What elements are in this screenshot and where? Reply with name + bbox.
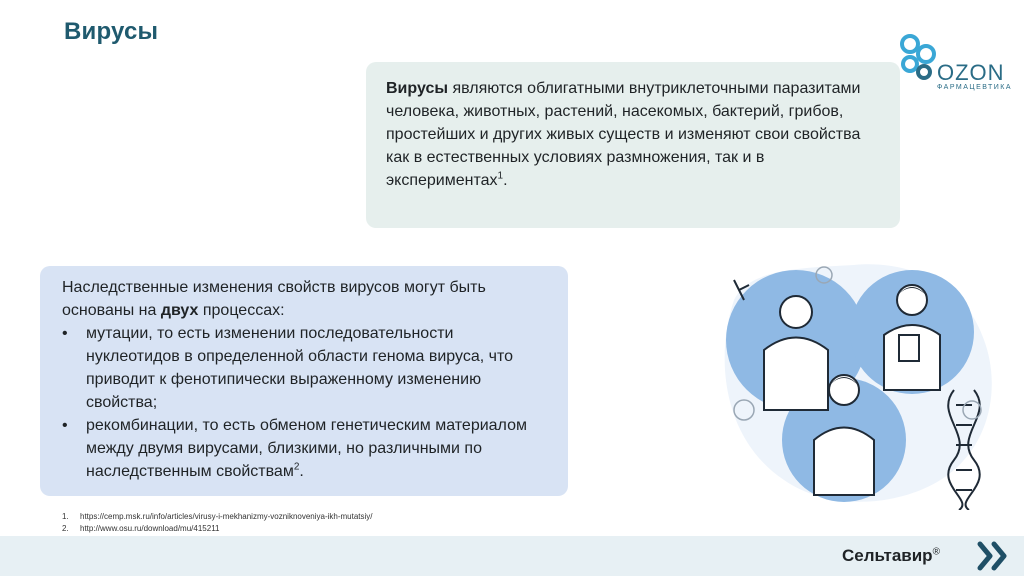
page-title: Вирусы	[64, 18, 159, 45]
heredity-intro-text: Наследственные изменения свойств вирусов могут быть основаны на	[62, 279, 486, 319]
logo-name: OZON	[937, 60, 1005, 85]
list-item	[62, 322, 548, 414]
definition-text: являются облигатными внутриклеточными паразитами человека, животных, растений, насекомых, бактерий, грибов, простейших и других живых существ и изменяют свои свойства как в естественных условиях размножения, так и в экспериментах	[386, 80, 861, 189]
reference-url[interactable]: http://www.osu.ru/download/mu/415211	[80, 524, 220, 533]
reference-item	[62, 523, 373, 535]
definition-term: Вирусы	[386, 80, 449, 97]
bullet-ref: 2	[293, 461, 300, 473]
bullet-end: .	[299, 463, 304, 480]
brand-reg: ®	[932, 546, 940, 558]
reference-url[interactable]: https://cemp.msk.ru/info/articles/virusy-i-mekhanizmy-vozniknoveniya-ikh-mutatsiy/	[80, 512, 373, 521]
definition-end: .	[503, 172, 508, 189]
definition-ref: 1	[497, 170, 504, 182]
reference-number: 1.	[62, 512, 69, 521]
brand-text: Сельтавир	[842, 546, 933, 565]
heredity-intro	[62, 276, 548, 322]
double-chevron-right-icon[interactable]	[976, 540, 1012, 572]
bullet-text: рекомбинации, то есть обменом генетическим материалом между двумя вирусами, близкими, но различными по наследственным свойствам	[86, 417, 527, 480]
brand-name	[842, 546, 940, 566]
definition-box	[366, 62, 900, 228]
reference-item	[62, 511, 373, 523]
heredity-box	[40, 266, 568, 496]
bullet-text: мутации, то есть изменении последовательности нуклеотидов в определенной области генома вируса, что приводит к фенотипически выраженному изменению свойства;	[86, 325, 513, 411]
scientists-illustration	[704, 240, 1004, 510]
heredity-intro-bold: двух	[160, 302, 199, 319]
heredity-intro-end: процессах:	[198, 302, 285, 319]
references	[62, 511, 373, 535]
logo-subtitle: ФАРМАЦЕВТИКА	[937, 84, 1013, 91]
heredity-list	[62, 322, 548, 483]
reference-number: 2.	[62, 524, 69, 533]
list-item	[62, 414, 548, 483]
